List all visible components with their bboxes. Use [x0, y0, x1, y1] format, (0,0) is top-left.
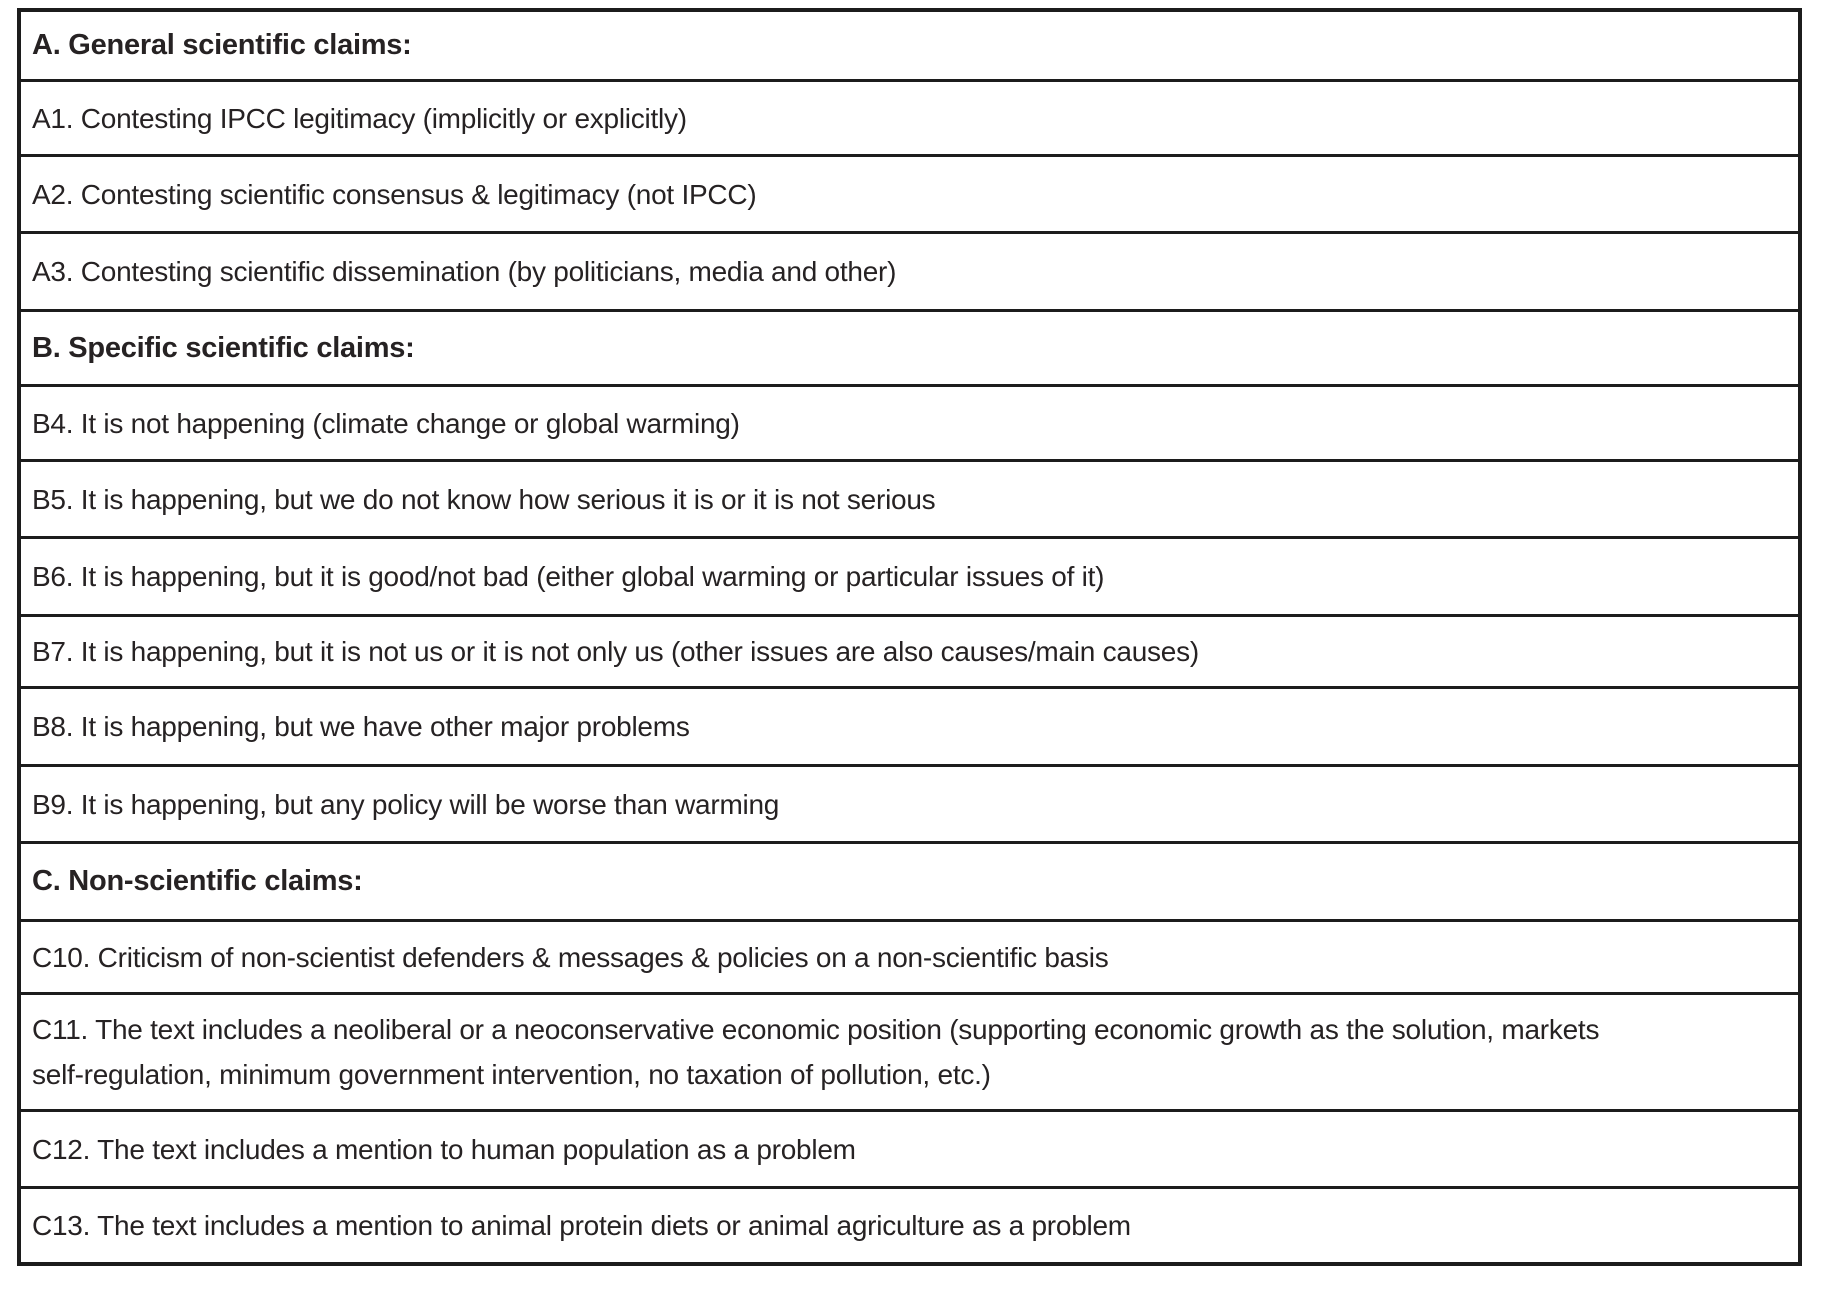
- table-row-b6: [21, 536, 1798, 614]
- section-c-title: C. Non-scientific claims:: [32, 865, 363, 897]
- table-row-c11: [21, 992, 1798, 1109]
- table-row-c12: [21, 1109, 1798, 1186]
- table-row-b4: [21, 384, 1798, 459]
- table-row-b7: [21, 614, 1798, 686]
- table-row-section-b: [21, 309, 1798, 384]
- row-b4-text: B4. It is not happening (climate change or global warming): [32, 407, 740, 439]
- table-row-a3: [21, 231, 1798, 309]
- row-b6-text: B6. It is happening, but it is good/not bad (either global warming or particular issues of it): [32, 561, 1105, 592]
- table-row-section-c: [21, 841, 1798, 919]
- section-a-title: A. General scientific claims:: [32, 29, 412, 61]
- row-c11-text-line2: self-regulation, minimum government intervention, no taxation of pollution, etc.): [32, 1059, 991, 1090]
- row-c13-text: C13. The text includes a mention to animal protein diets or animal agriculture as a problem: [32, 1210, 1131, 1241]
- section-b-title: B. Specific scientific claims:: [32, 331, 415, 364]
- table-row-section-a: [21, 12, 1798, 79]
- row-a1-text: A1. Contesting IPCC legitimacy (implicitly or explicitly): [32, 102, 687, 134]
- row-b5-text: B5. It is happening, but we do not know how serious it is or it is not serious: [32, 483, 936, 515]
- table-row-a1: [21, 79, 1798, 154]
- row-c12-text: C12. The text includes a mention to human population as a problem: [32, 1133, 856, 1165]
- table-row-a2: [21, 154, 1798, 231]
- row-b7-text: B7. It is happening, but it is not us or it is not only us (other issues are also causes/main causes): [32, 636, 1199, 667]
- row-a3-text: A3. Contesting scientific dissemination (by politicians, media and other): [32, 256, 897, 287]
- table-row-c13: [21, 1186, 1798, 1262]
- row-b9-text: B9. It is happening, but any policy will be worse than warming: [32, 788, 780, 820]
- row-a2-text: A2. Contesting scientific consensus & legitimacy (not IPCC): [32, 178, 757, 210]
- row-c10-text: C10. Criticism of non-scientist defenders & messages & policies on a non-scientific basis: [32, 941, 1109, 973]
- table-row-b9: [21, 764, 1798, 841]
- row-b8-text: B8. It is happening, but we have other major problems: [32, 711, 690, 742]
- table-row-c10: [21, 919, 1798, 992]
- claims-coding-table: [17, 8, 1802, 1266]
- table-row-b8: [21, 686, 1798, 764]
- table-row-b5: [21, 459, 1798, 536]
- row-c11-text-line1: C11. The text includes a neoliberal or a neoconservative economic position (supporting economic growth as the solution, markets: [32, 1014, 1600, 1045]
